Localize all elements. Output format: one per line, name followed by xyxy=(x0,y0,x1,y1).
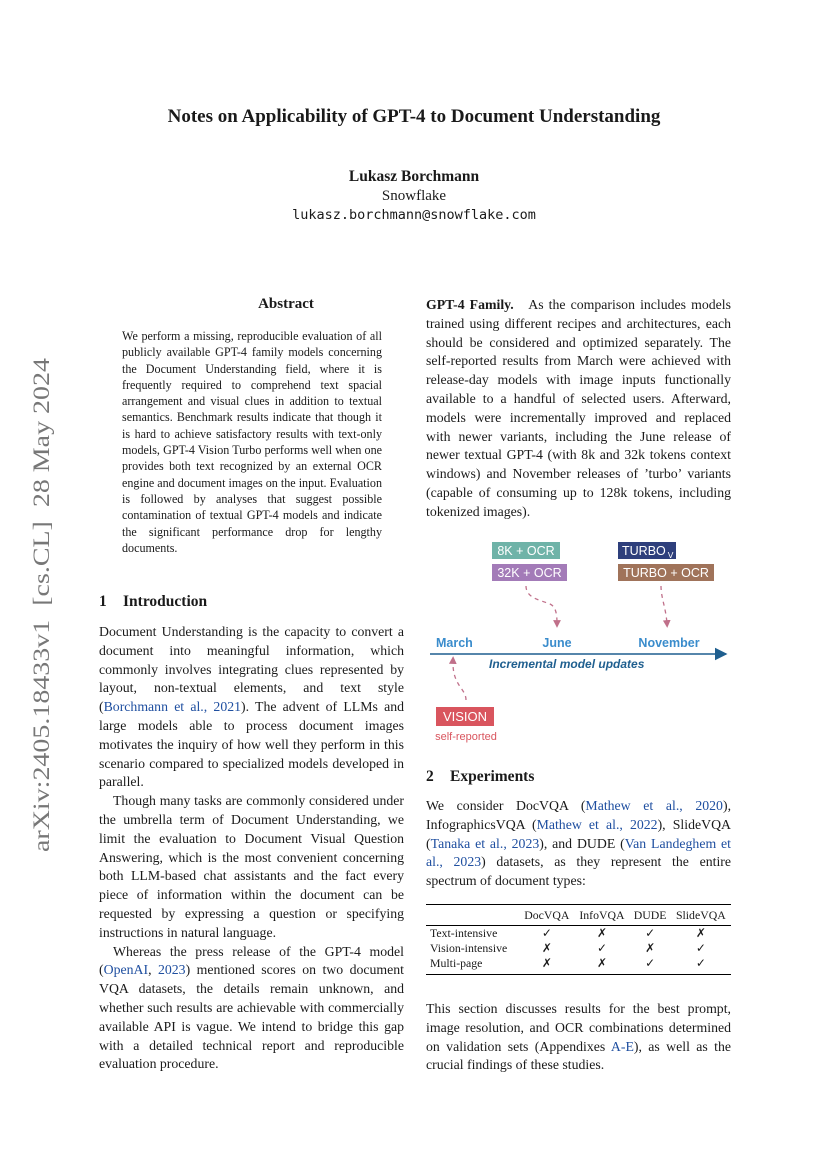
abstract-text: We perform a missing, reproducible evaluation of all publicly available GPT-4 family models concerning the Document Understanding field, where it is frequently required to comprehend text spacial arrangement and visual clues in addition to textual semantics. Benchmark results indicate that though it is hard to achieve satisfactory results with text-only models, GPT-4 Vision Turbo performs well when one provides both text recognized by an external OCR engine and document images on the input. Evaluation is followed by analyses that suggest possible contamination of textual GPT-4 models and indicate the significant performance drop for lengthy documents. xyxy=(122,329,382,555)
abstract-heading: Abstract xyxy=(258,296,314,312)
experiments-summary xyxy=(426,1000,731,1075)
label-march: March xyxy=(436,636,473,650)
june-connector xyxy=(526,586,557,624)
table-cell: ✓ xyxy=(597,941,607,955)
table-cell: ✓ xyxy=(645,926,656,940)
column-header: InfoVQA xyxy=(574,905,629,926)
citation-link[interactable]: 2023 xyxy=(157,962,186,978)
self-reported-label: self-reported xyxy=(435,731,497,743)
paragraph xyxy=(426,296,731,522)
vision-connector xyxy=(453,660,466,700)
table-cell: ✗ xyxy=(574,956,629,975)
table-row xyxy=(426,926,731,942)
citation-link[interactable]: Borchmann et al., 2021 xyxy=(103,699,242,715)
table-header-row xyxy=(426,905,731,926)
table-cell: ✓ xyxy=(630,956,671,975)
paragraph xyxy=(99,623,404,792)
introduction-body xyxy=(99,623,404,1074)
text-run: This section discusses results for the best prompt, image resolution, and OCR combinations determined on validation sets (Appendixes xyxy=(426,1001,731,1054)
author-affiliation: Snowflake xyxy=(381,188,447,204)
table-cell: ✗ xyxy=(519,956,574,975)
section-number: 2 xyxy=(426,768,434,785)
table-cell: ✓ xyxy=(541,926,552,940)
text-run: Document Understanding is the capacity to convert a document into meaningful information, which commonly involves integrating clues represented by layout, non-textual elements, and text style ( xyxy=(99,624,404,715)
row-label: Text-intensive xyxy=(430,926,498,940)
table-cell: ✗ xyxy=(597,926,607,940)
author-name: Lukasz Borchmann xyxy=(348,168,480,185)
row-label: Vision-intensive xyxy=(430,941,508,955)
box-vision-label: VISION xyxy=(442,709,488,724)
turbo-subscript: V xyxy=(667,550,674,560)
appendix-link[interactable]: A-E xyxy=(610,1038,634,1054)
citation-link[interactable]: Tanaka et al., 2023 xyxy=(430,835,540,851)
box-turbo-ocr-label: TURBO + OCR xyxy=(623,566,709,580)
text-run: ), as well as the crucial findings of these studies. xyxy=(426,1038,732,1073)
citation-link[interactable]: Van Landeghem et al., 2023 xyxy=(426,835,732,870)
turbo-label: TURBO xyxy=(622,544,666,558)
experiments-intro xyxy=(426,797,731,891)
citation-link[interactable]: Mathew et al., 2022 xyxy=(536,816,658,832)
paragraph: Though many tasks are commonly considered under the umbrella term of Document Understanding, we limit the evaluation to Document Visual Question Answering, which is the most convenient concerning both LLM-based chat assistants and the fact every piece of information within the document can be requested by expressing a question or specifying instructions in natural language. xyxy=(99,793,404,940)
dataset-table xyxy=(426,904,731,975)
column-header: SlideVQA xyxy=(671,905,731,926)
section-number: 1 xyxy=(99,593,107,610)
table-cell: ✗ xyxy=(541,941,552,955)
label-november: November xyxy=(638,636,700,650)
row-label: Multi-page xyxy=(426,956,519,975)
table-row xyxy=(426,941,731,956)
box-8k-ocr-label: 8K + OCR xyxy=(497,544,555,558)
text-run: We consider DocVQA ( xyxy=(426,798,586,813)
section-heading-experiments xyxy=(426,768,534,786)
column-header: DUDE xyxy=(630,905,671,926)
table-cell: ✗ xyxy=(645,941,656,955)
citation-link[interactable]: Mathew et al., 2020 xyxy=(585,798,723,813)
november-connector xyxy=(661,586,667,624)
paragraph xyxy=(426,797,731,891)
text-run: ) datasets, as they represent the entire spectrum of document types: xyxy=(426,854,732,889)
paper-title: Notes on Applicability of GPT-4 to Document Understanding xyxy=(167,106,661,127)
table-cell: ✓ xyxy=(695,941,706,955)
section-heading-introduction xyxy=(99,593,207,611)
text-run: ), SlideVQA ( xyxy=(426,816,731,851)
box-32k-ocr-label: 32K + OCR xyxy=(497,566,562,580)
label-june: June xyxy=(542,636,572,650)
axis-caption: Incremental model updates xyxy=(489,657,645,671)
text-run: , xyxy=(148,962,158,978)
gpt4-family-paragraph xyxy=(426,296,731,522)
section-title: Introduction xyxy=(123,593,208,610)
table-corner xyxy=(426,905,519,926)
text-run: ) mentioned scores on two document VQA datasets, the details remain unknown, and whether such results are achievable with commercially available API is vague. We intend to bridge this gap with a detailed technical report and reproducible evaluation procedure. xyxy=(99,962,404,1072)
table-row xyxy=(426,956,731,975)
author-email: lukasz.borchmann@snowflake.com xyxy=(292,207,536,223)
text-run: ), InfographicsVQA ( xyxy=(426,798,732,832)
text-run: As the comparison includes models trained using different recipes and architectures, each should be considered and optimized separately. The self-reported results from March were achieved with release-day models with image inputs functionally available to a handful of selected users. Afterward, models were incrementally improved and replaced with newer variants, including the June release of newer textual GPT-4 (with 8k and 32k tokens context windows) and November releases of ’turbo’ variants (capable of consuming up to 128k tokens, including tokenized images). xyxy=(426,297,731,519)
citation-link[interactable]: OpenAI xyxy=(103,962,149,978)
model-timeline-diagram xyxy=(426,536,731,746)
table-cell: ✗ xyxy=(695,926,706,940)
arxiv-id: arXiv:2405.18433v1 [cs.CL] 28 May 2024 xyxy=(29,445,54,852)
paragraph xyxy=(99,943,404,1075)
column-header: DocVQA xyxy=(519,905,574,926)
paragraph xyxy=(426,1000,731,1075)
section-title: Experiments xyxy=(450,768,535,785)
table-cell: ✓ xyxy=(671,956,731,975)
arxiv-sidebar xyxy=(28,355,54,855)
text-run: ), and DUDE ( xyxy=(539,835,625,851)
text-run: Whereas the press release of the GPT-4 model ( xyxy=(99,943,404,978)
text-run: ). The advent of LLMs and large models able to process document images motivates the inquiry of how well they perform in this scenario compared to specialized models developed in parallel. xyxy=(99,699,404,790)
paragraph-lead: GPT-4 Family. xyxy=(426,297,514,312)
